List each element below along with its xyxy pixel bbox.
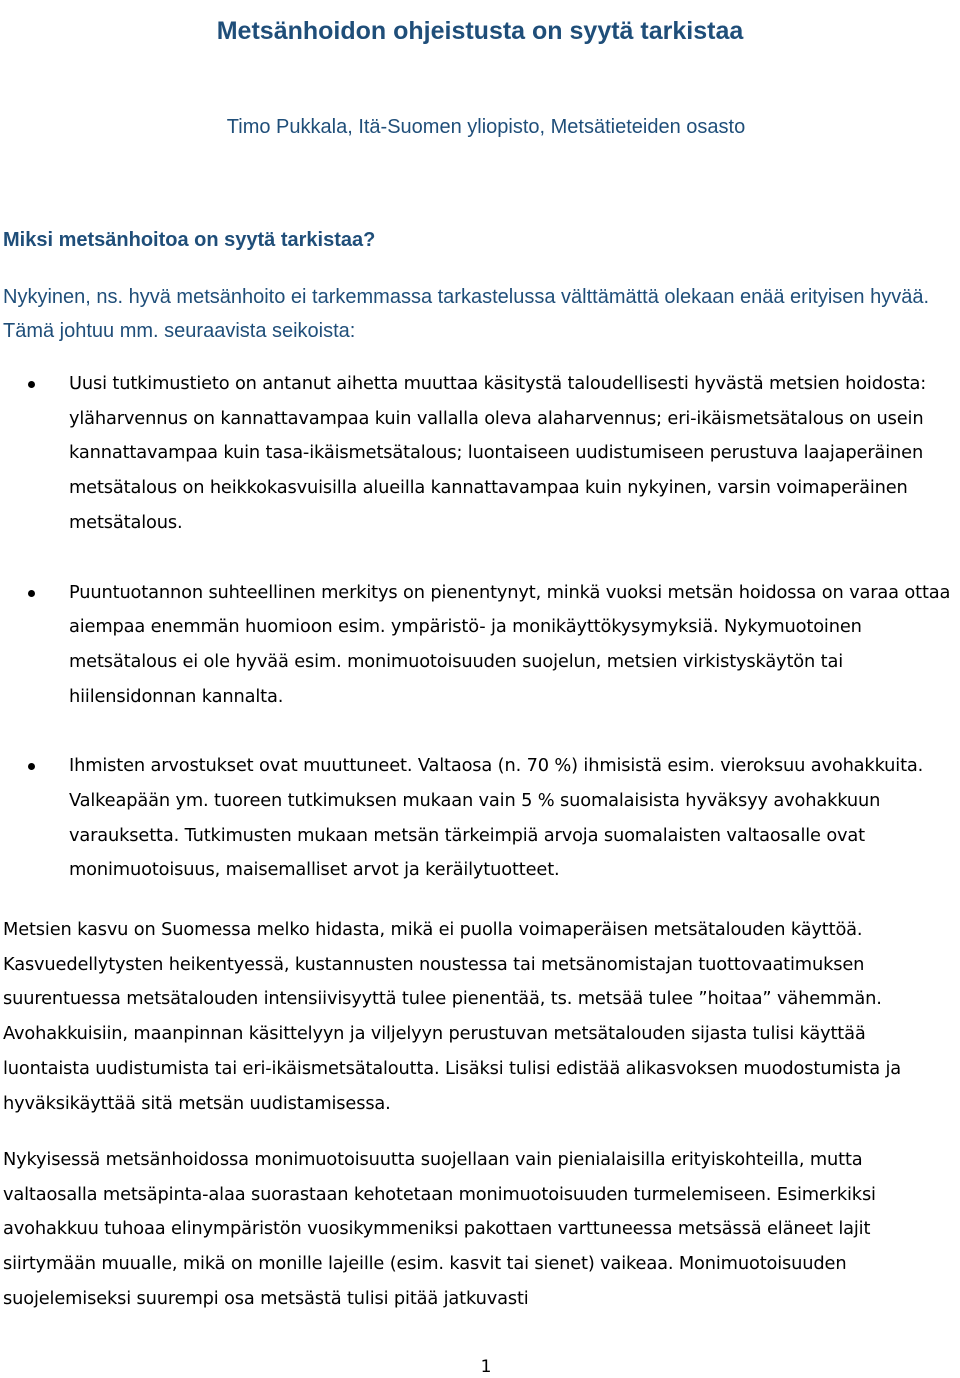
bullet-text: Uusi tutkimustieto on antanut aihetta muuttaa käsitystä taloudellisesti hyvästä metsien hoidosta: yläharvennus on kannattavampaa kuin vallalla oleva alaharvennus; eri-ikäismetsätalous on usein kannattavampaa kuin tasa-ikäismetsätalous; luontaiseen uudistumiseen perustuva laajaperäinen metsätalous on heikkokasvuisilla alueilla kannattavampaa kuin nykyinen, varsin voimaperäinen metsätalous.: [69, 373, 927, 533]
bullet-dot-icon: [28, 763, 35, 770]
bullet-item: [0, 367, 960, 541]
body-paragraph: Nykyisessä metsänhoidossa monimuotoisuutta suojellaan vain pienialaisilla erityiskohteilla, mutta valtaosalla metsäpinta-alaa suorastaan kehotetaan monimuotoisuuden turmelemiseen. Esimerkiksi avohakkuu tuhoaa elinympäristön vuosikymmeniksi pakottaen varttuneessa metsässä eläneet lajit siirtymään muualle, mikä on monille lajeille (esim. kasvit tai sienet) vaikeaa. Monimuotoisuuden suojelemiseksi suurempi osa metsästä tulisi pitää jatkuvasti: [3, 1149, 876, 1309]
body-paragraph: Metsien kasvu on Suomessa melko hidasta, mikä ei puolla voimaperäisen metsätalouden käyttöä. Kasvuedellytysten heikentyessä, kustannusten noustessa tai metsänomistajan tuottovaatimuksen suurentuessa metsätalouden intensiivisyyttä tulee pienentää, ts. metsää tulee ”hoitaa” vähemmän. Avohakkuisiin, maanpinnan käsittelyyn ja viljelyyn perustuvan metsätalouden sijasta tulisi käyttää luontaista uudistumista tai eri-ikäismetsätaloutta. Lisäksi tulisi edistää alikasvoksen muodostumista ja hyväksikäyttää sitä metsän uudistamisessa.: [3, 919, 902, 1114]
page-number: 1: [480, 1357, 492, 1377]
bullet-item: [0, 576, 960, 715]
section-heading: Miksi metsänhoitoa on syytä tarkistaa?: [3, 229, 376, 251]
document-title: Metsänhoidon ohjeistusta on syytä tarkistaa: [216, 16, 744, 45]
intro-paragraph: Nykyinen, ns. hyvä metsänhoito ei tarkemmassa tarkastelussa välttämättä olekaan enää erityisen hyvää. Tämä johtuu mm. seuraavista seikoista:: [3, 286, 930, 342]
bullet-item: [0, 749, 960, 888]
bullet-text: Puuntuotannon suhteellinen merkitys on pienentynyt, minkä vuoksi metsän hoidossa on varaa ottaa aiempaa enemmän huomioon esim. ympäristö- ja monikäyttökysymyksiä. Nykymuotoinen metsätalous ei ole hyvää esim. monimuotoisuuden suojelun, metsien virkistyskäytön tai hiilensidonnan kannalta.: [69, 581, 951, 707]
bullet-list: [0, 367, 960, 923]
bullet-dot-icon: [28, 590, 35, 597]
bullet-dot-icon: [28, 381, 35, 388]
bullet-text: Ihmisten arvostukset ovat muuttuneet. Valtaosa (n. 70 %) ihmisistä esim. vieroksuu avohakkuita. Valkeapään ym. tuoreen tutkimuksen mukaan vain 5 % suomalaisista hyväksyy avohakkuun varauksetta. Tutkimusten mukaan metsän tärkeimpiä arvoja suomalaisten valtaosalle ovat monimuotoisuus, maisemalliset arvot ja keräilytuotteet.: [69, 755, 924, 881]
author-line: Timo Pukkala, Itä-Suomen yliopisto, Metsätieteiden osasto: [226, 116, 746, 138]
